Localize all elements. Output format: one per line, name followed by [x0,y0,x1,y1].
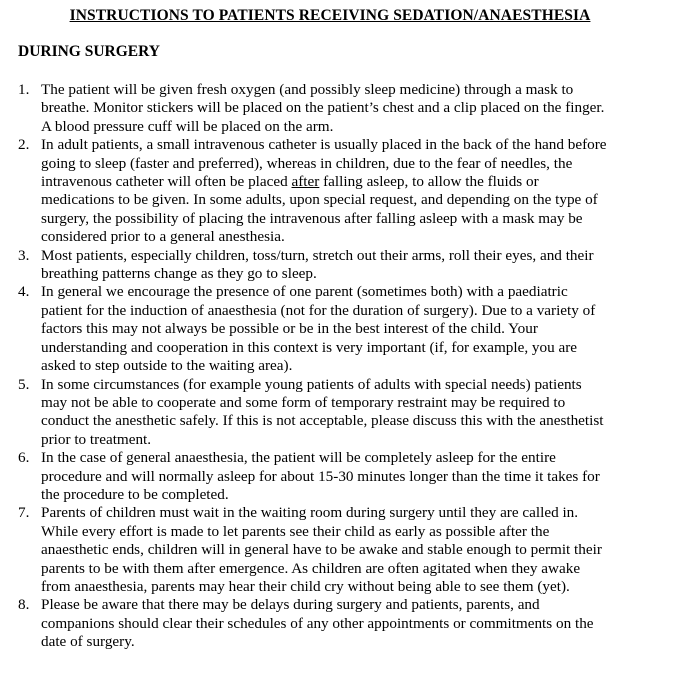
item-line: Parents of children must wait in the waiting room during surgery until they are called in. [41,504,579,522]
item-line: breathe. Monitor stickers will be placed on the patient’s chest and a clip placed on the finger. [41,99,605,117]
item-number: 6. [18,449,30,467]
item-line: In some circumstances (for example young patients of adults with special needs) patients [41,375,582,393]
item-line: In the case of general anaesthesia, the patient will be completely asleep for the entire [41,449,556,467]
item-line: parents to be with them after emergence. As children are often agitated when they awake [41,559,581,577]
document-title: INSTRUCTIONS TO PATIENTS RECEIVING SEDATION/ANAESTHESIA [69,7,591,24]
item-line: conduct the anesthetic safely. If this is not acceptable, please discuss this with the anesthetist [41,412,604,430]
item-line: surgery, the possibility of placing the intravenous after falling asleep with a mask may be [41,209,583,227]
item-line: date of surgery. [41,633,135,651]
item-line: considered prior to a general anesthesia. [41,228,285,246]
item-number: 2. [18,136,30,154]
item-line: may not be able to cooperate and some form of temporary restraint may be required to [41,393,566,411]
instruction-item-6 [0,449,660,504]
instruction-list [0,81,660,652]
item-line: patient for the induction of anaesthesia (not for the duration of surgery). Due to a variety of [41,301,596,319]
item-number: 4. [18,283,30,301]
instruction-item-7 [0,504,660,596]
item-line: the procedure to be completed. [41,485,229,503]
item-line: procedure and will normally asleep for about 15-30 minutes longer than the time it takes for [41,467,600,485]
instruction-item-1 [0,81,660,136]
item-line: breathing patterns change as they go to sleep. [41,265,317,283]
instruction-item-3 [0,247,660,284]
item-line: understanding and cooperation in this context is very important (if, for example, you are [41,338,578,356]
item-line: companions should clear their schedules of any other appointments or commitments on the [41,614,594,632]
item-line: Please be aware that there may be delays during surgery and patients, parents, and [41,596,540,614]
item-line: prior to treatment. [41,430,152,448]
item-line: In adult patients, a small intravenous catheter is usually placed in the back of the hand before [41,136,607,154]
emphasized-word: after [291,173,320,191]
item-line: In general we encourage the presence of one parent (sometimes both) with a paediatric [41,283,568,301]
item-number: 7. [18,504,30,522]
item-number: 8. [18,596,30,614]
item-line: Most patients, especially children, toss/turn, stretch out their arms, roll their eyes, and their [41,246,594,264]
item-line: asked to step outside to the waiting area). [41,357,293,375]
item-line [41,173,660,191]
instruction-item-5 [0,376,660,450]
item-number: 1. [18,81,30,98]
item-line: medications to be given. In some adults, upon special request, and depending on the type of [41,191,598,209]
item-line: factors this may not always be possible or be in the best interest of the child. Your [41,320,538,338]
item-line: A blood pressure cuff will be placed on the arm. [41,117,334,135]
instruction-item-2 [0,136,660,246]
item-text-segment: intravenous catheter will often be placed [41,173,292,191]
section-heading: DURING SURGERY [18,43,160,60]
item-number: 5. [18,375,30,393]
item-line: anaesthetic ends, children will in general have to be awake and stable enough to permit their [41,541,602,559]
item-line: While every effort is made to let parents see their child as early as possible after the [41,522,550,540]
instruction-item-4 [0,283,660,375]
item-number: 3. [18,246,30,264]
instruction-item-8 [0,596,660,651]
item-line: The patient will be given fresh oxygen (and possibly sleep medicine) through a mask to [41,81,574,98]
item-line: going to sleep (faster and preferred), whereas in children, due to the fear of needles, the [41,154,573,172]
item-line: from anaesthesia, parents may hear their child cry without being able to see them (yet). [41,577,570,595]
item-text-segment: falling asleep, to allow the fluids or [319,173,539,191]
